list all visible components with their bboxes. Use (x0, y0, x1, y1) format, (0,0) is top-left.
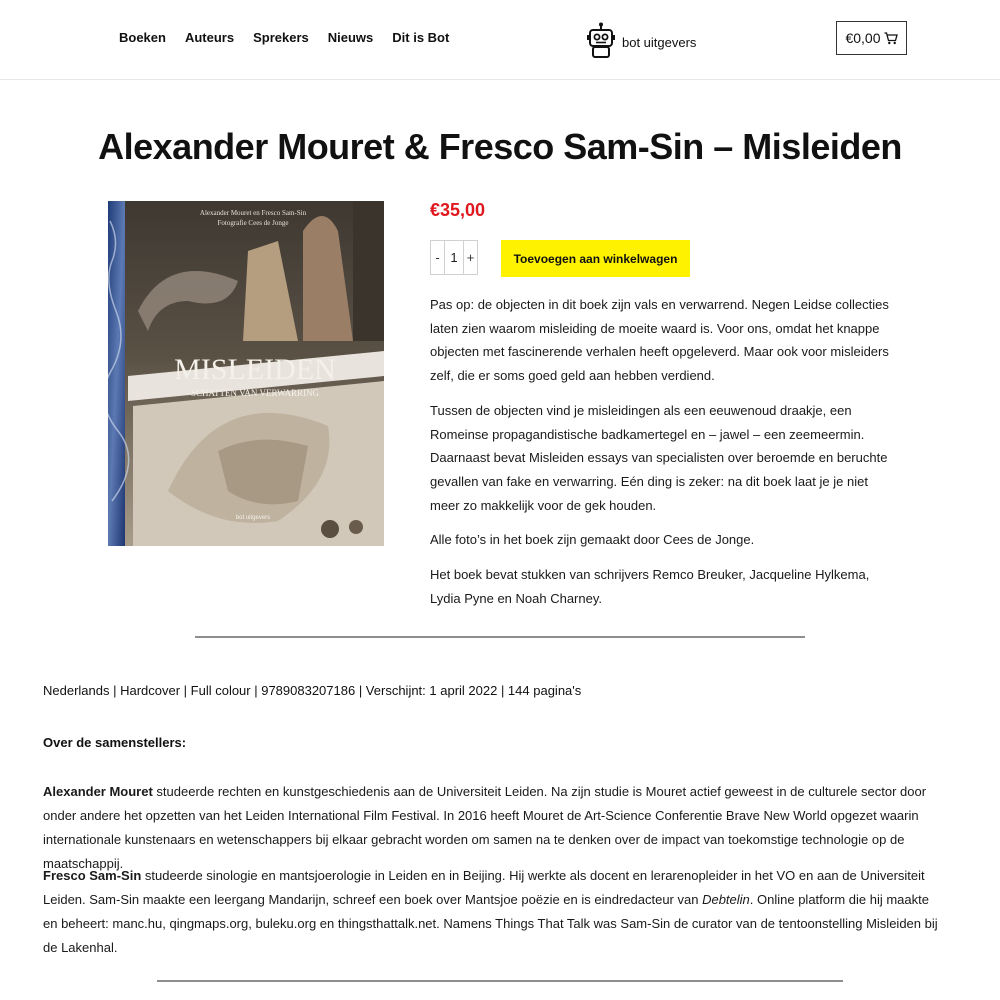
product-price: €35,00 (430, 200, 486, 220)
product-title: Alexander Mouret & Fresco Sam-Sin – Misleiden (98, 126, 902, 167)
bio-text: . Online platform die hij maakte en beheert: manc.hu, qingmaps.org, buleku.org en thingsthattalk.net. Namens Things That Talk was Sam-Sin de curator van de tentoonstelling Misleiden bij de Lakenhal. (43, 892, 938, 955)
logo-text: bot uitgevers (622, 34, 697, 50)
nav-auteurs[interactable]: Auteurs (184, 30, 235, 45)
about-heading: Over de samenstellers: (43, 735, 187, 750)
cover-authors: Alexander Mouret en Fresco Sam-Sin (199, 209, 307, 217)
cover-photographer: Fotografie Cees de Jonge (217, 219, 289, 227)
add-to-cart-button[interactable]: Toevoegen aan winkelwagen (501, 240, 690, 277)
bio-italic-title: Debtelin (702, 892, 750, 907)
description-paragraph: Tussen de objecten vind je misleidingen als een eeuwenoud draakje, een Romeinse propagandistische badkamertegel en – jawel – een zeemeermin. Daarnaast bevat Misleiden essays van specialisten over beroemde en beruchte gevallen van fake en verwarring. Eén ding is zeker: na dit boek laat je je niet meer zo makkelijk voor de gek houden. (430, 402, 888, 513)
bio-fresco-sam-sin (43, 864, 943, 960)
cart-total: €0,00 (845, 30, 881, 46)
divider (157, 980, 843, 982)
description-paragraph: Alle foto’s in het boek zijn gemaakt door Cees de Jonge. (430, 532, 755, 548)
cover-art (108, 201, 384, 546)
nav-dit-is-bot[interactable]: Dit is Bot (392, 30, 450, 45)
bio-name: Fresco Sam-Sin (43, 868, 142, 883)
cover-publisher: bot uitgevers (235, 515, 271, 521)
bio-alexander-mouret (43, 780, 943, 876)
product-description (430, 293, 895, 621)
divider (195, 636, 805, 638)
bio-text: studeerde rechten en kunstgeschiedenis aan de Universiteit Leiden. Na zijn studie is Mouret actief geweest in de culturele sector door onder andere het opzetten van het Leiden International Film Festival. In 2016 heeft Mouret de Art-Science Conferentie Brave New World opgezet waarin internationale kunstenaars en wetenschappers bij elkaar gebracht worden om samen na te denken over de impact van toekomstige technologie op de maatschappij. (43, 784, 927, 871)
bio-name: Alexander Mouret (43, 784, 153, 799)
nav-boeken[interactable]: Boeken (119, 30, 166, 45)
quantity-decrease-button[interactable]: - (435, 250, 440, 265)
site-header (0, 0, 1000, 80)
cover-title: MISLEIDEN (174, 353, 336, 386)
description-paragraph: Het boek bevat stukken van schrijvers Remco Breuker, Jacqueline Hylkema, Lydia Pyne en Noah Charney. (430, 567, 870, 606)
book-cover-image (108, 201, 384, 546)
nav-nieuws[interactable]: Nieuws (327, 30, 374, 45)
quantity-increase-button[interactable]: + (466, 250, 475, 265)
product-meta: Nederlands | Hardcover | Full colour | 9789083207186 | Verschijnt: 1 april 2022 | 144 pagina's (43, 683, 582, 698)
nav-sprekers[interactable]: Sprekers (253, 30, 309, 45)
bio-text: studeerde sinologie en mantsjoerologie in Leiden en in Beijing. Hij werkte als docent en lerarenopleider in het VO en aan de Universiteit Leiden. Sam-Sin maakte een leergang Mandarijn, schreef een boek over Mantsjoe poëzie en is eindredacteur van (43, 868, 925, 907)
site-logo[interactable] (586, 22, 696, 58)
cart-icon (884, 32, 898, 45)
robot-icon (586, 22, 616, 58)
cover-subtitle: SCHATTEN VAN VERWARRING (190, 388, 320, 398)
main-nav (119, 30, 468, 45)
cart-button[interactable] (836, 21, 907, 55)
quantity-input[interactable]: 1 (444, 241, 464, 274)
description-paragraph: Pas op: de objecten in dit boek zijn vals en verwarrend. Negen Leidse collecties laten zien waarom misleiding de moeite waard is. Voor ons, omdat het knappe objecten met fascinerende verhalen heeft opgeleverd. Maar ook voor misleiders zelf, die er soms goed geld aan hebben verdiend. (430, 297, 889, 384)
quantity-stepper (430, 240, 478, 275)
